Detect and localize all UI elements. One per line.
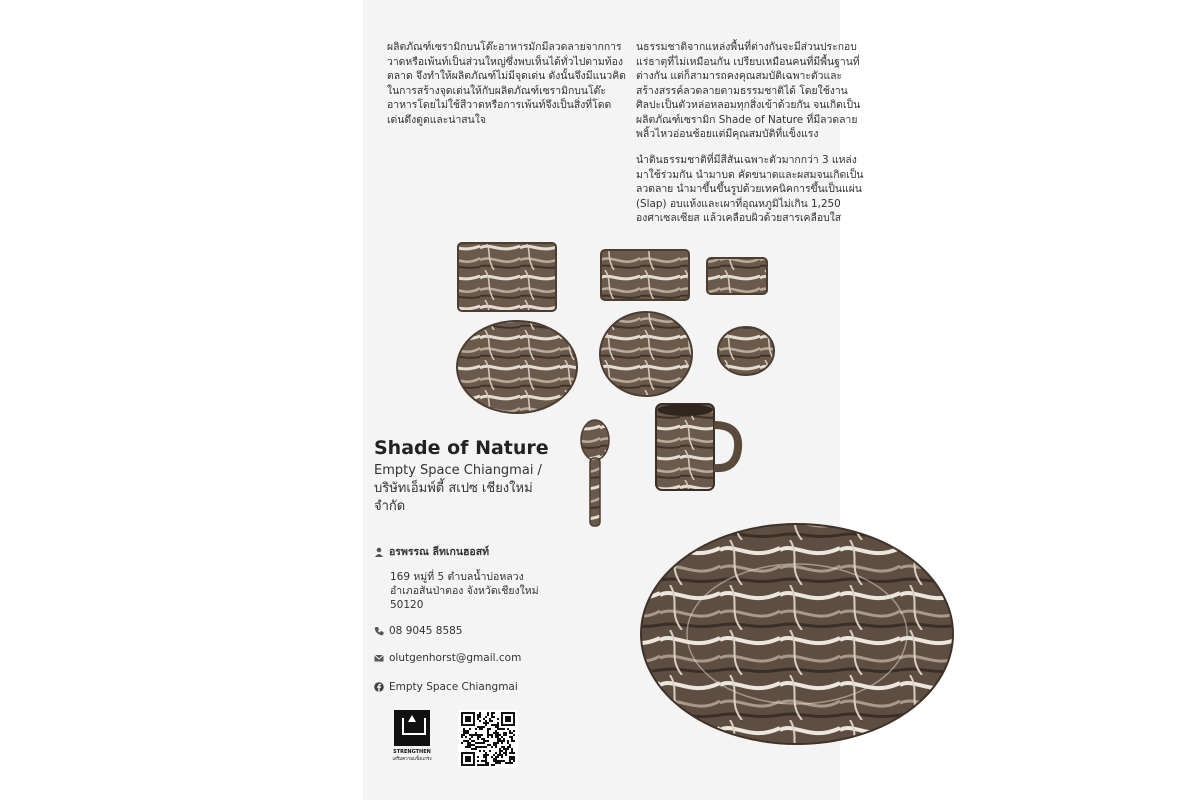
maker-line-1: Empty Space Chiangmai / <box>374 463 542 478</box>
maker-line-2: บริษัทเอ็มพ์ตี้ สเปซ เชียงใหม่ <box>374 481 533 496</box>
contact-phone-row[interactable] <box>374 625 462 637</box>
large-bowl <box>457 321 577 413</box>
strengthen-logo-sublabel: เสริมความแข็งแกร่ง <box>392 757 432 762</box>
contact-facebook[interactable]: Empty Space Chiangmai <box>389 681 518 693</box>
large-tray <box>458 243 556 311</box>
strengthen-logo <box>390 710 434 768</box>
small-bowl <box>718 327 774 375</box>
qr-code-image <box>458 710 518 768</box>
mug-body <box>656 404 714 490</box>
address-line-1: 169 หมู่ที่ 5 ตำบลน้ำบ่อหลวง <box>390 571 524 583</box>
contact-email-row[interactable] <box>374 652 521 664</box>
address-line-2: อำเภอสันป่าตอง จังหวัดเชียงใหม่ <box>390 585 539 597</box>
contact-facebook-row[interactable] <box>374 681 518 693</box>
strengthen-logo-label: STRENGTHEN <box>393 749 431 755</box>
maker-name <box>374 462 564 516</box>
mug-handle <box>714 425 738 468</box>
contact-email[interactable]: olutgenhorst@gmail.com <box>389 652 522 664</box>
contact-name: อรพรรณ ลีทเกนฮอสท์ <box>389 546 490 558</box>
person-icon <box>374 547 384 557</box>
medium-tray <box>601 250 689 300</box>
description-paragraph-3: นำดินธรรมชาติที่มีสีสันเฉพาะตัวมากกว่า 3 แหล่งมาใช้ร่วมกัน นำมาบด คัดขนาดและผสมจนเกิดเป็นลวดลาย นำมาขึ้นขึ้นรูปด้วยเทคนิคการขึ้นเป็นแผ่น (Slap) อบแห้งและเผาที่อุณหภูมิไม่เกิน 1,250 องศาเซลเซียส แล้วเคลือบผิวด้วยสารเคลือบใส <box>636 154 864 224</box>
medium-bowl <box>600 312 692 396</box>
qr-code[interactable] <box>458 710 518 768</box>
description-paragraph-2: นธรรมชาติจากแหล่งพื้นที่ต่างกันจะมีส่วนประกอบแร่ธาตุที่ไม่เหมือนกัน เปรียบเหมือนคนที่มีพื้นฐานที่ต่างกัน แต่ก็สามารถคงคุณสมบัติเฉพาะตัวและสร้างสรรค์ลวดลายตามธรรมชาติได้ โดยใช้งานศิลปะเป็นตัวหล่อหลอมทุกสิ่งเข้าด้วยกัน จนเกิดเป็นผลิตภัณฑ์เซรามิก Shade of Nature ที่มีลวดลายพลิ้วไหวอ่อนช้อยแต่มีคุณสมบัติที่แข็งแรง <box>636 41 861 140</box>
contact-phone[interactable]: 08 9045 8585 <box>389 625 463 637</box>
contact-name-row <box>374 543 489 560</box>
phone-icon <box>374 626 384 636</box>
mail-icon <box>374 653 384 663</box>
contact-address <box>390 570 550 612</box>
address-line-3: 50120 <box>390 599 424 611</box>
product-title: Shade of Nature <box>374 437 549 459</box>
description-paragraph-1: ผลิตภัณฑ์เซรามิกบนโต๊ะอาหารมักมีลวดลายจากการวาดหรือเพ้นท์เป็นส่วนใหญ่ซึ่งพบเห็นได้ทั่วไปตามท้องตลาด จึงทำให้ผลิตภัณฑ์ไม่มีจุดเด่น ดังนั้นจึงมีแนวคิดในการสร้างจุดเด่นให้กับผลิตภัณฑ์เซรามิกบนโต๊ะอาหารโดยไม่ใช้สีวาดหรือการเพ้นท์จึงเป็นสิ่งที่โดดเด่นดึงดูดและน่าสนใจ <box>387 41 626 126</box>
small-tray <box>707 258 767 294</box>
facebook-icon <box>374 682 384 692</box>
spoon-head <box>581 420 609 460</box>
maker-line-3: จำกัด <box>374 499 406 514</box>
featured-bowl <box>641 524 953 744</box>
strengthen-logo-mark <box>394 710 430 746</box>
spoon-handle <box>590 458 600 526</box>
